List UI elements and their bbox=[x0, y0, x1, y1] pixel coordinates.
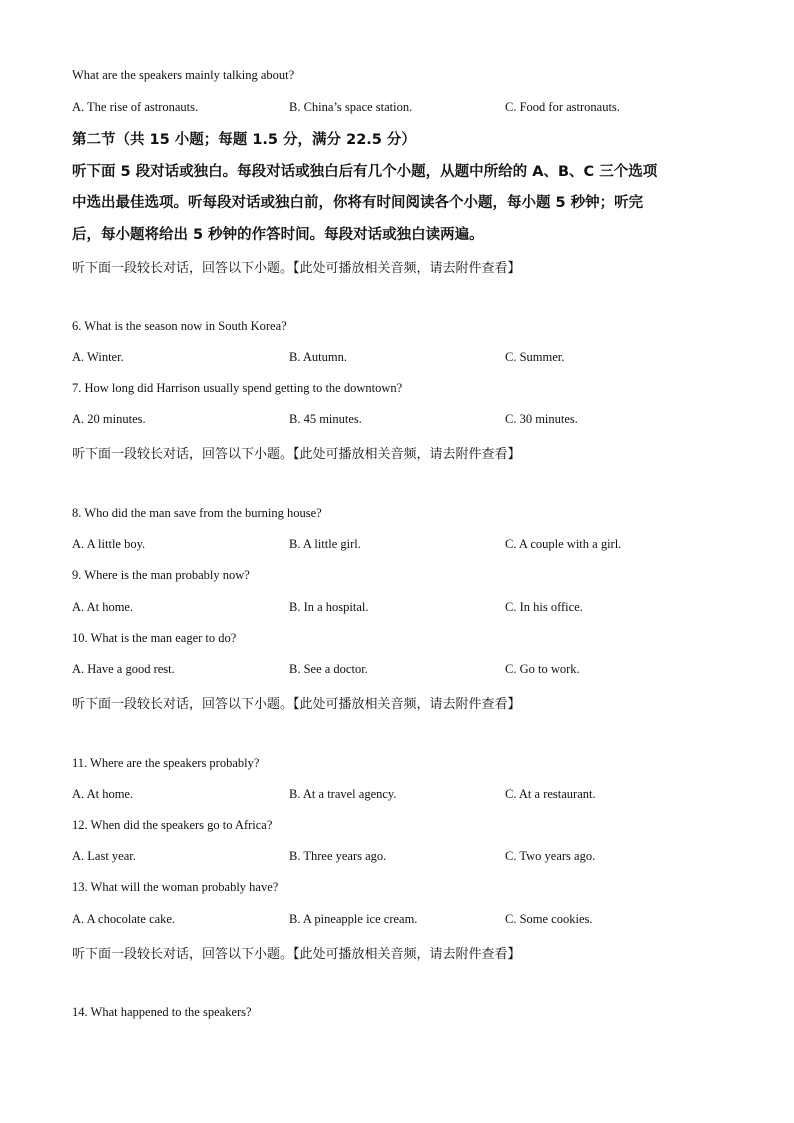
question-9: 9. Where is the man probably now? bbox=[72, 568, 250, 582]
q10-option-b: B. See a doctor. bbox=[289, 662, 368, 676]
q13-option-b: B. A pineapple ice cream. bbox=[289, 912, 418, 926]
q7-option-a: A. 20 minutes. bbox=[72, 412, 146, 426]
q10-option-a: A. Have a good rest. bbox=[72, 662, 175, 676]
q13-option-c: C. Some cookies. bbox=[505, 912, 593, 926]
q7-option-c: C. 30 minutes. bbox=[505, 412, 578, 426]
section-heading: 第二节（共 15 小题；每题 1.5 分，满分 22.5 分） bbox=[72, 132, 416, 148]
q12-option-b: B. Three years ago. bbox=[289, 849, 387, 863]
q9-option-a: A. At home. bbox=[72, 600, 134, 614]
q11-option-b: B. At a travel agency. bbox=[289, 787, 397, 801]
question-7: 7. How long did Harrison usually spend getting to the downtown? bbox=[72, 381, 403, 395]
question-5: What are the speakers mainly talking about? bbox=[72, 68, 295, 82]
instruction-line-3: 后，每小题将给出 5 秒钟的作答时间。每段对话或独白读两遍。 bbox=[72, 227, 484, 243]
q8-option-c: C. A couple with a girl. bbox=[505, 537, 622, 551]
question-11: 11. Where are the speakers probably? bbox=[72, 756, 260, 770]
question-13: 13. What will the woman probably have? bbox=[72, 880, 279, 894]
question-6: 6. What is the season now in South Korea? bbox=[72, 319, 287, 333]
q8-option-b: B. A little girl. bbox=[289, 537, 361, 551]
q11-option-c: C. At a restaurant. bbox=[505, 787, 596, 801]
q5-option-c: C. Food for astronauts. bbox=[505, 100, 620, 114]
q9-option-c: C. In his office. bbox=[505, 600, 583, 614]
question-8: 8. Who did the man save from the burning house? bbox=[72, 506, 322, 520]
q12-option-a: A. Last year. bbox=[72, 849, 136, 863]
question-14: 14. What happened to the speakers? bbox=[72, 1005, 252, 1019]
q6-option-b: B. Autumn. bbox=[289, 350, 347, 364]
instruction-line-2: 中选出最佳选项。听每段对话或独白前，你将有时间阅读各个小题，每小题 5 秒钟；听完 bbox=[72, 195, 644, 211]
listen-note: 听下面一段较长对话，回答以下小题。【此处可播放相关音频，请去附件查看】 bbox=[72, 261, 521, 276]
q8-option-a: A. A little boy. bbox=[72, 537, 146, 551]
q6-option-c: C. Summer. bbox=[505, 350, 565, 364]
question-12: 12. When did the speakers go to Africa? bbox=[72, 818, 273, 832]
q11-option-a: A. At home. bbox=[72, 787, 134, 801]
instruction-line-1: 听下面 5 段对话或独白。每段对话或独白后有几个小题，从题中所给的 A、B、C 三个选项 bbox=[72, 164, 658, 180]
question-10: 10. What is the man eager to do? bbox=[72, 631, 237, 645]
q6-option-a: A. Winter. bbox=[72, 350, 124, 364]
listen-note: 听下面一段较长对话，回答以下小题。【此处可播放相关音频，请去附件查看】 bbox=[72, 447, 521, 462]
q5-option-a: A. The rise of astronauts. bbox=[72, 100, 199, 114]
q7-option-b: B. 45 minutes. bbox=[289, 412, 362, 426]
q5-option-b: B. China’s space station. bbox=[289, 100, 413, 114]
listen-note: 听下面一段较长对话，回答以下小题。【此处可播放相关音频，请去附件查看】 bbox=[72, 697, 521, 712]
q13-option-a: A. A chocolate cake. bbox=[72, 912, 176, 926]
q10-option-c: C. Go to work. bbox=[505, 662, 580, 676]
q9-option-b: B. In a hospital. bbox=[289, 600, 369, 614]
listen-note: 听下面一段较长对话，回答以下小题。【此处可播放相关音频，请去附件查看】 bbox=[72, 947, 521, 962]
q12-option-c: C. Two years ago. bbox=[505, 849, 596, 863]
